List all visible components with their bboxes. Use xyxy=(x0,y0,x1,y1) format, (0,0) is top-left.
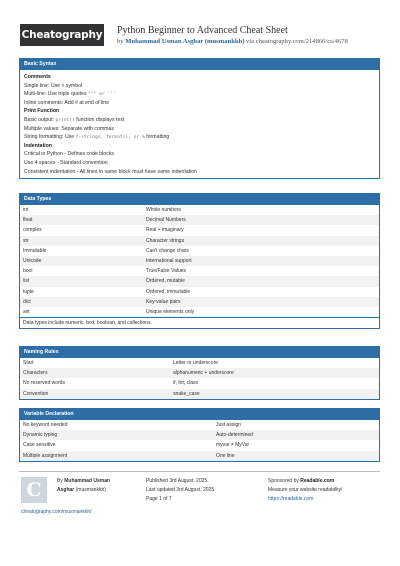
term-cell: Immutable xyxy=(23,247,47,254)
updated-date: Last updated 3rd August, 2025. xyxy=(146,487,216,493)
term-cell: Dynamic typing xyxy=(23,432,58,439)
footer-divider xyxy=(19,471,380,472)
description-cell: alphanumeric + underscore xyxy=(173,370,234,377)
description-cell: Character strings xyxy=(146,237,185,244)
line-text: Consistent indentation - All lines in same block must have same indentation xyxy=(24,168,198,175)
sponsor-link[interactable]: Readable.com xyxy=(300,478,335,484)
description-cell: Just assign xyxy=(216,422,242,428)
syntax-line xyxy=(24,133,375,142)
table-row xyxy=(20,451,379,461)
sponsor-tagline: Measure your website readability! xyxy=(268,487,343,493)
author-profile-link[interactable]: cheatography.com/musmankkh/ xyxy=(21,509,92,515)
description-cell: Decimal Numbers xyxy=(146,217,186,224)
section-variable-declaration xyxy=(19,408,380,462)
table-row xyxy=(20,215,379,225)
footer-author xyxy=(57,477,110,495)
term-cell: No reserved words xyxy=(23,380,65,387)
term-cell: int xyxy=(23,207,29,213)
table-row xyxy=(20,256,379,266)
sponsor-prefix: Sponsored by xyxy=(268,478,301,484)
cheat-sheet-title: Python Beginner to Advanced Cheat Sheet xyxy=(117,25,288,36)
term-cell: complex xyxy=(23,227,42,234)
description-cell: Whole numbers xyxy=(146,207,182,213)
page-number: Page 1 of 7 xyxy=(146,496,172,502)
variable-declaration-table xyxy=(20,420,379,461)
syntax-line xyxy=(24,82,375,91)
page-header xyxy=(0,0,400,56)
table-row xyxy=(20,246,379,256)
table-row xyxy=(20,236,379,246)
description-cell: Auto-determined xyxy=(216,432,253,439)
line-text-after: symbol xyxy=(64,82,83,89)
syntax-line xyxy=(24,99,375,108)
term-cell: list xyxy=(23,278,30,285)
section-naming-rules xyxy=(19,346,380,400)
avatar-letter: C xyxy=(26,479,42,501)
line-text: Multiple values: Separate with commas xyxy=(24,125,114,132)
line-text-after: formatting xyxy=(144,134,170,141)
description-cell: Can't change chars xyxy=(146,247,189,254)
line-text: Use 4 spaces - Standard convention xyxy=(24,159,108,166)
table-row xyxy=(20,440,379,450)
line-text: Multi-line: Use triple quotes xyxy=(24,91,89,98)
data-types-table xyxy=(20,205,379,317)
syntax-line xyxy=(24,150,375,159)
byline xyxy=(117,38,348,45)
author-link[interactable]: Muhammad Usman Asghar (musmankkh) xyxy=(125,38,245,45)
line-text: Comments xyxy=(24,74,51,80)
subsection-heading xyxy=(24,73,375,82)
table-row xyxy=(20,430,379,440)
term-cell: No keyword needed xyxy=(23,422,68,428)
syntax-line xyxy=(24,168,375,177)
description-cell: Key-value pairs xyxy=(146,298,181,305)
author-name-2[interactable]: Asghar xyxy=(57,487,75,493)
section-title: Basic Syntax xyxy=(20,59,379,70)
term-cell: Case sensitive xyxy=(23,442,56,449)
description-cell: One line xyxy=(216,452,235,459)
description-cell: True/False Values xyxy=(146,268,187,275)
term-cell: Unicode xyxy=(23,257,42,264)
syntax-line xyxy=(24,90,375,99)
author-avatar[interactable] xyxy=(21,477,47,503)
table-row xyxy=(20,368,379,378)
subsection-heading xyxy=(24,107,375,116)
inline-code: """ or ''' xyxy=(88,92,116,98)
term-cell: bool xyxy=(23,268,33,275)
section-title: Data Types xyxy=(20,194,379,205)
description-cell: Ordered, immutable xyxy=(146,288,191,295)
table-row xyxy=(20,266,379,276)
line-text: Basic output: xyxy=(24,116,56,123)
section-title: Variable Declaration xyxy=(20,409,379,420)
table-row xyxy=(20,297,379,307)
description-cell: Letter or underscore xyxy=(173,360,219,366)
subsection-heading xyxy=(24,142,375,151)
description-cell: Real + imaginary xyxy=(146,227,184,234)
table-row xyxy=(20,307,379,317)
line-text: String formatting: Use xyxy=(24,134,76,141)
description-cell: if, for, class xyxy=(173,380,199,387)
syntax-line xyxy=(24,125,375,134)
table-row xyxy=(20,378,379,388)
term-cell: Convention xyxy=(23,390,49,397)
table-row xyxy=(20,420,379,430)
footer-sponsor xyxy=(268,477,342,504)
line-text: Critical in Python - Defines code blocks xyxy=(24,151,114,158)
cheatography-logo[interactable]: Cheatography xyxy=(20,24,104,46)
inline-code: # xyxy=(61,83,65,89)
term-cell: set xyxy=(23,308,30,315)
description-cell: Ordered, mutable xyxy=(146,278,185,285)
line-text-after: function displays text xyxy=(74,116,125,123)
description-cell: International support xyxy=(146,257,192,264)
inline-code: print() xyxy=(55,117,75,123)
description-cell: Unique elements only xyxy=(146,308,195,315)
term-cell: dict xyxy=(23,298,31,305)
section-title: Naming Rules xyxy=(20,347,379,358)
table-row xyxy=(20,276,379,286)
naming-rules-table xyxy=(20,358,379,399)
byline-suffix[interactable]: via cheatography.com/214866/cs/4678 xyxy=(244,38,348,45)
section-basic-syntax xyxy=(19,58,380,179)
inline-code: f-strings, format(), or % xyxy=(75,135,145,141)
table-row xyxy=(20,205,379,215)
term-cell: str xyxy=(23,237,29,244)
footer-publication xyxy=(146,477,216,504)
term-cell: Characters xyxy=(23,370,48,377)
syntax-line xyxy=(24,159,375,168)
term-cell: Multiple assignment xyxy=(23,452,68,459)
table-row xyxy=(20,358,379,368)
line-text: Single line: Use xyxy=(24,82,62,89)
line-text: Print Function xyxy=(24,108,60,115)
table-row xyxy=(20,225,379,235)
basic-syntax-body xyxy=(20,70,379,178)
author-name[interactable]: Muhammad Usman xyxy=(64,478,111,484)
sponsor-url[interactable]: https://readable.com xyxy=(268,496,314,502)
published-date: Published 3rd August, 2025. xyxy=(146,478,209,484)
table-row xyxy=(20,287,379,297)
section-data-types xyxy=(19,193,380,329)
description-cell: snake_case xyxy=(173,390,200,397)
author-by: By xyxy=(57,478,65,484)
byline-prefix: by xyxy=(117,38,126,45)
section-note: Data types include numeric, text, boolean, and collections. xyxy=(20,317,379,328)
term-cell: float xyxy=(23,217,33,224)
syntax-line xyxy=(24,116,375,125)
line-text: Inline comments: Add # at end of line xyxy=(24,99,110,106)
term-cell: tuple xyxy=(23,288,34,295)
author-handle: (musmankkh) xyxy=(74,487,106,493)
term-cell: Start xyxy=(23,360,34,366)
table-row xyxy=(20,389,379,399)
line-text: Indentation xyxy=(24,142,52,149)
description-cell: myvar ≠ MyVar xyxy=(216,442,250,449)
